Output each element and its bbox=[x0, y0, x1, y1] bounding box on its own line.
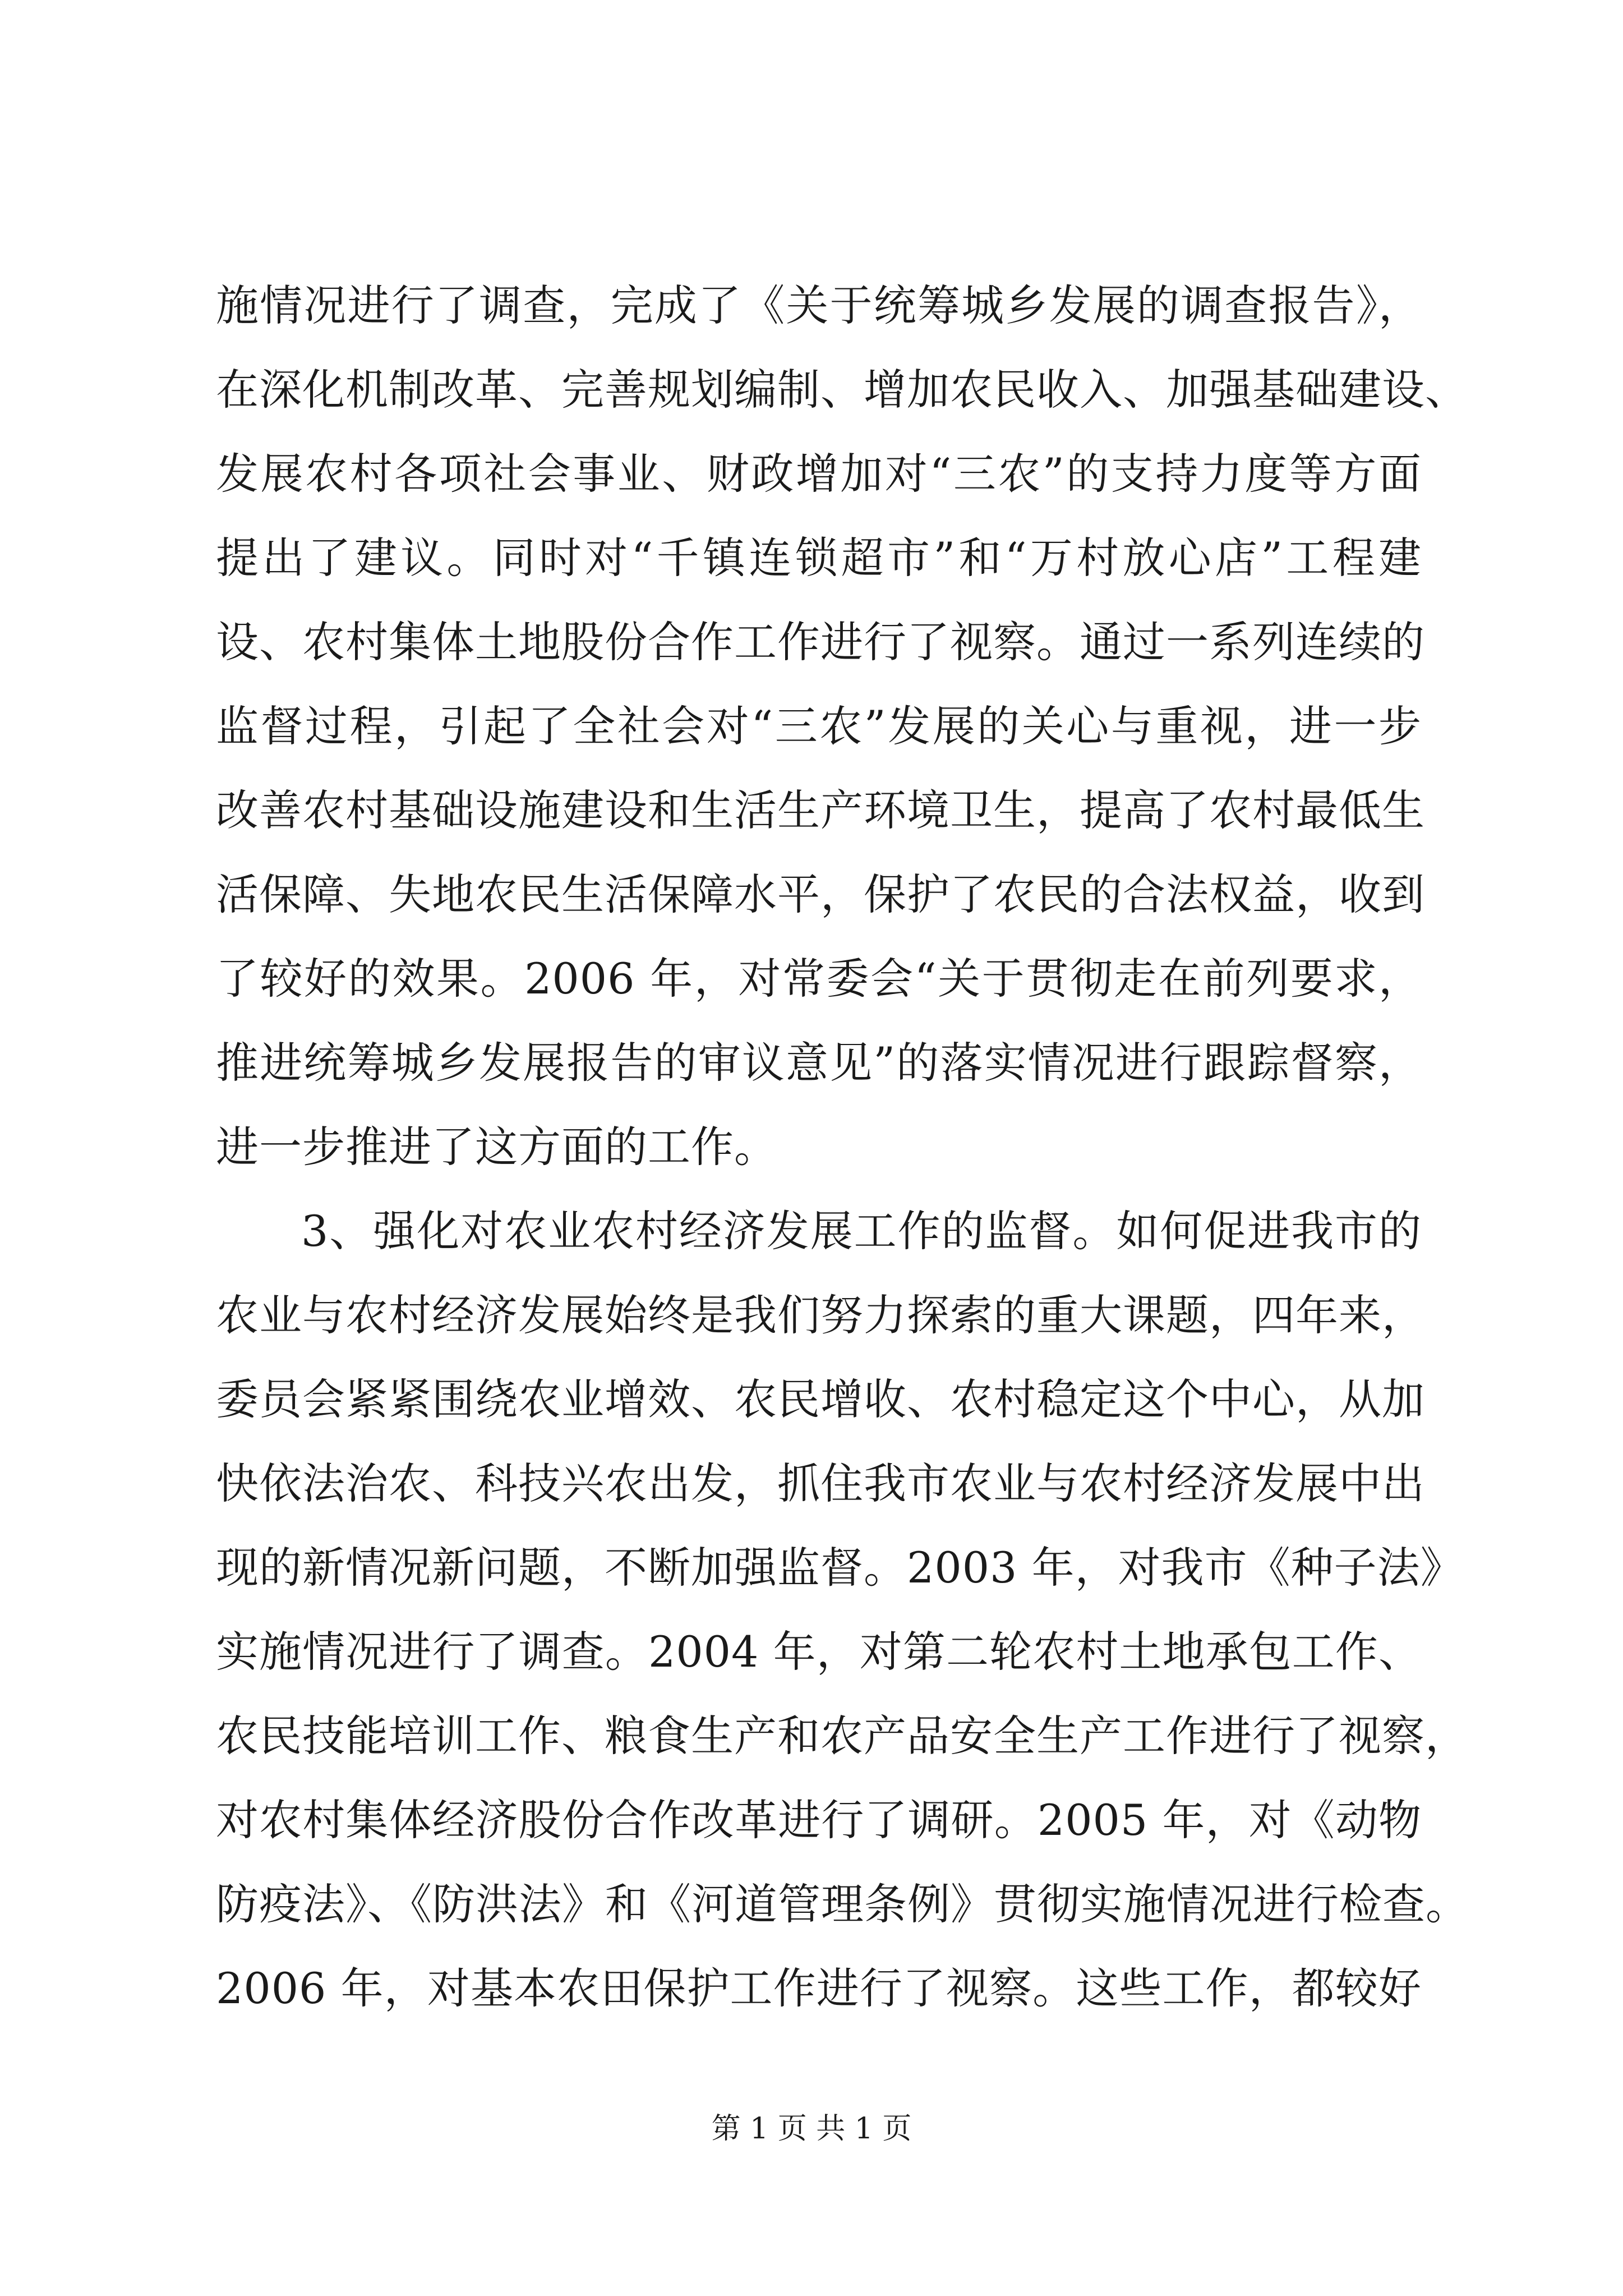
paragraph-2 bbox=[216, 1189, 1469, 2031]
text-line: 3、强化对农业农村经济发展工作的监督。如何促进我市的 bbox=[301, 1206, 1422, 1256]
text-line: 农民技能培训工作、粮食生产和农产品安全生产工作进行了视察， bbox=[216, 1711, 1468, 1761]
page-footer bbox=[0, 2109, 1623, 2148]
text-line: 施情况进行了调查，完成了《关于统筹城乡发展的调查报告》， bbox=[216, 280, 1422, 330]
text-line: 推进统筹城乡发展报告的审议意见”的落实情况进行跟踪督察， bbox=[216, 1038, 1422, 1088]
text-line: 2006 年，对基本农田保护工作进行了视察。这些工作，都较好 bbox=[216, 1963, 1422, 2013]
paragraph-1 bbox=[216, 264, 1468, 1189]
text-line: 现的新情况新问题，不断加强监督。2003 年，对我市《种子法》 bbox=[216, 1543, 1464, 1593]
text-line: 农业与农村经济发展始终是我们努力探索的重大课题，四年来， bbox=[216, 1290, 1425, 1340]
text-line: 设、农村集体土地股份合作工作进行了视察。通过一系列连续的 bbox=[216, 617, 1425, 667]
text-line: 快依法治农、科技兴农出发，抓住我市农业与农村经济发展中出 bbox=[216, 1458, 1425, 1508]
text-line: 委员会紧紧围绕农业增效、农民增收、农村稳定这个中心，从加 bbox=[216, 1374, 1425, 1424]
body-text bbox=[216, 264, 1469, 2031]
text-line: 进一步推进了这方面的工作。 bbox=[216, 1122, 777, 1172]
text-line: 活保障、失地农民生活保障水平，保护了农民的合法权益，收到 bbox=[216, 869, 1425, 919]
page-number: 第 1 页 共 1 页 bbox=[711, 2112, 912, 2146]
text-line: 提出了建议。同时对“千镇连锁超市”和“万村放心店”工程建 bbox=[216, 533, 1422, 583]
text-line: 发展农村各项社会事业、财政增加对“三农”的支持力度等方面 bbox=[216, 449, 1422, 499]
text-line: 监督过程，引起了全社会对“三农”发展的关心与重视，进一步 bbox=[216, 701, 1422, 751]
text-line: 对农村集体经济股份合作改革进行了调研。2005 年，对《动物 bbox=[216, 1795, 1422, 1845]
text-line: 实施情况进行了调查。2004 年，对第二轮农村土地承包工作、 bbox=[216, 1627, 1422, 1677]
text-line: 防疫法》、《防洪法》和《河道管理条例》贯彻实施情况进行检查。 bbox=[216, 1879, 1469, 1929]
text-line: 了较好的效果。2006 年，对常委会“关于贯彻走在前列要求， bbox=[216, 954, 1422, 1004]
text-line: 在深化机制改革、完善规划编制、增加农民收入、加强基础建设、 bbox=[216, 365, 1468, 415]
text-line: 改善农村基础设施建设和生活生产环境卫生，提高了农村最低生 bbox=[216, 785, 1425, 835]
